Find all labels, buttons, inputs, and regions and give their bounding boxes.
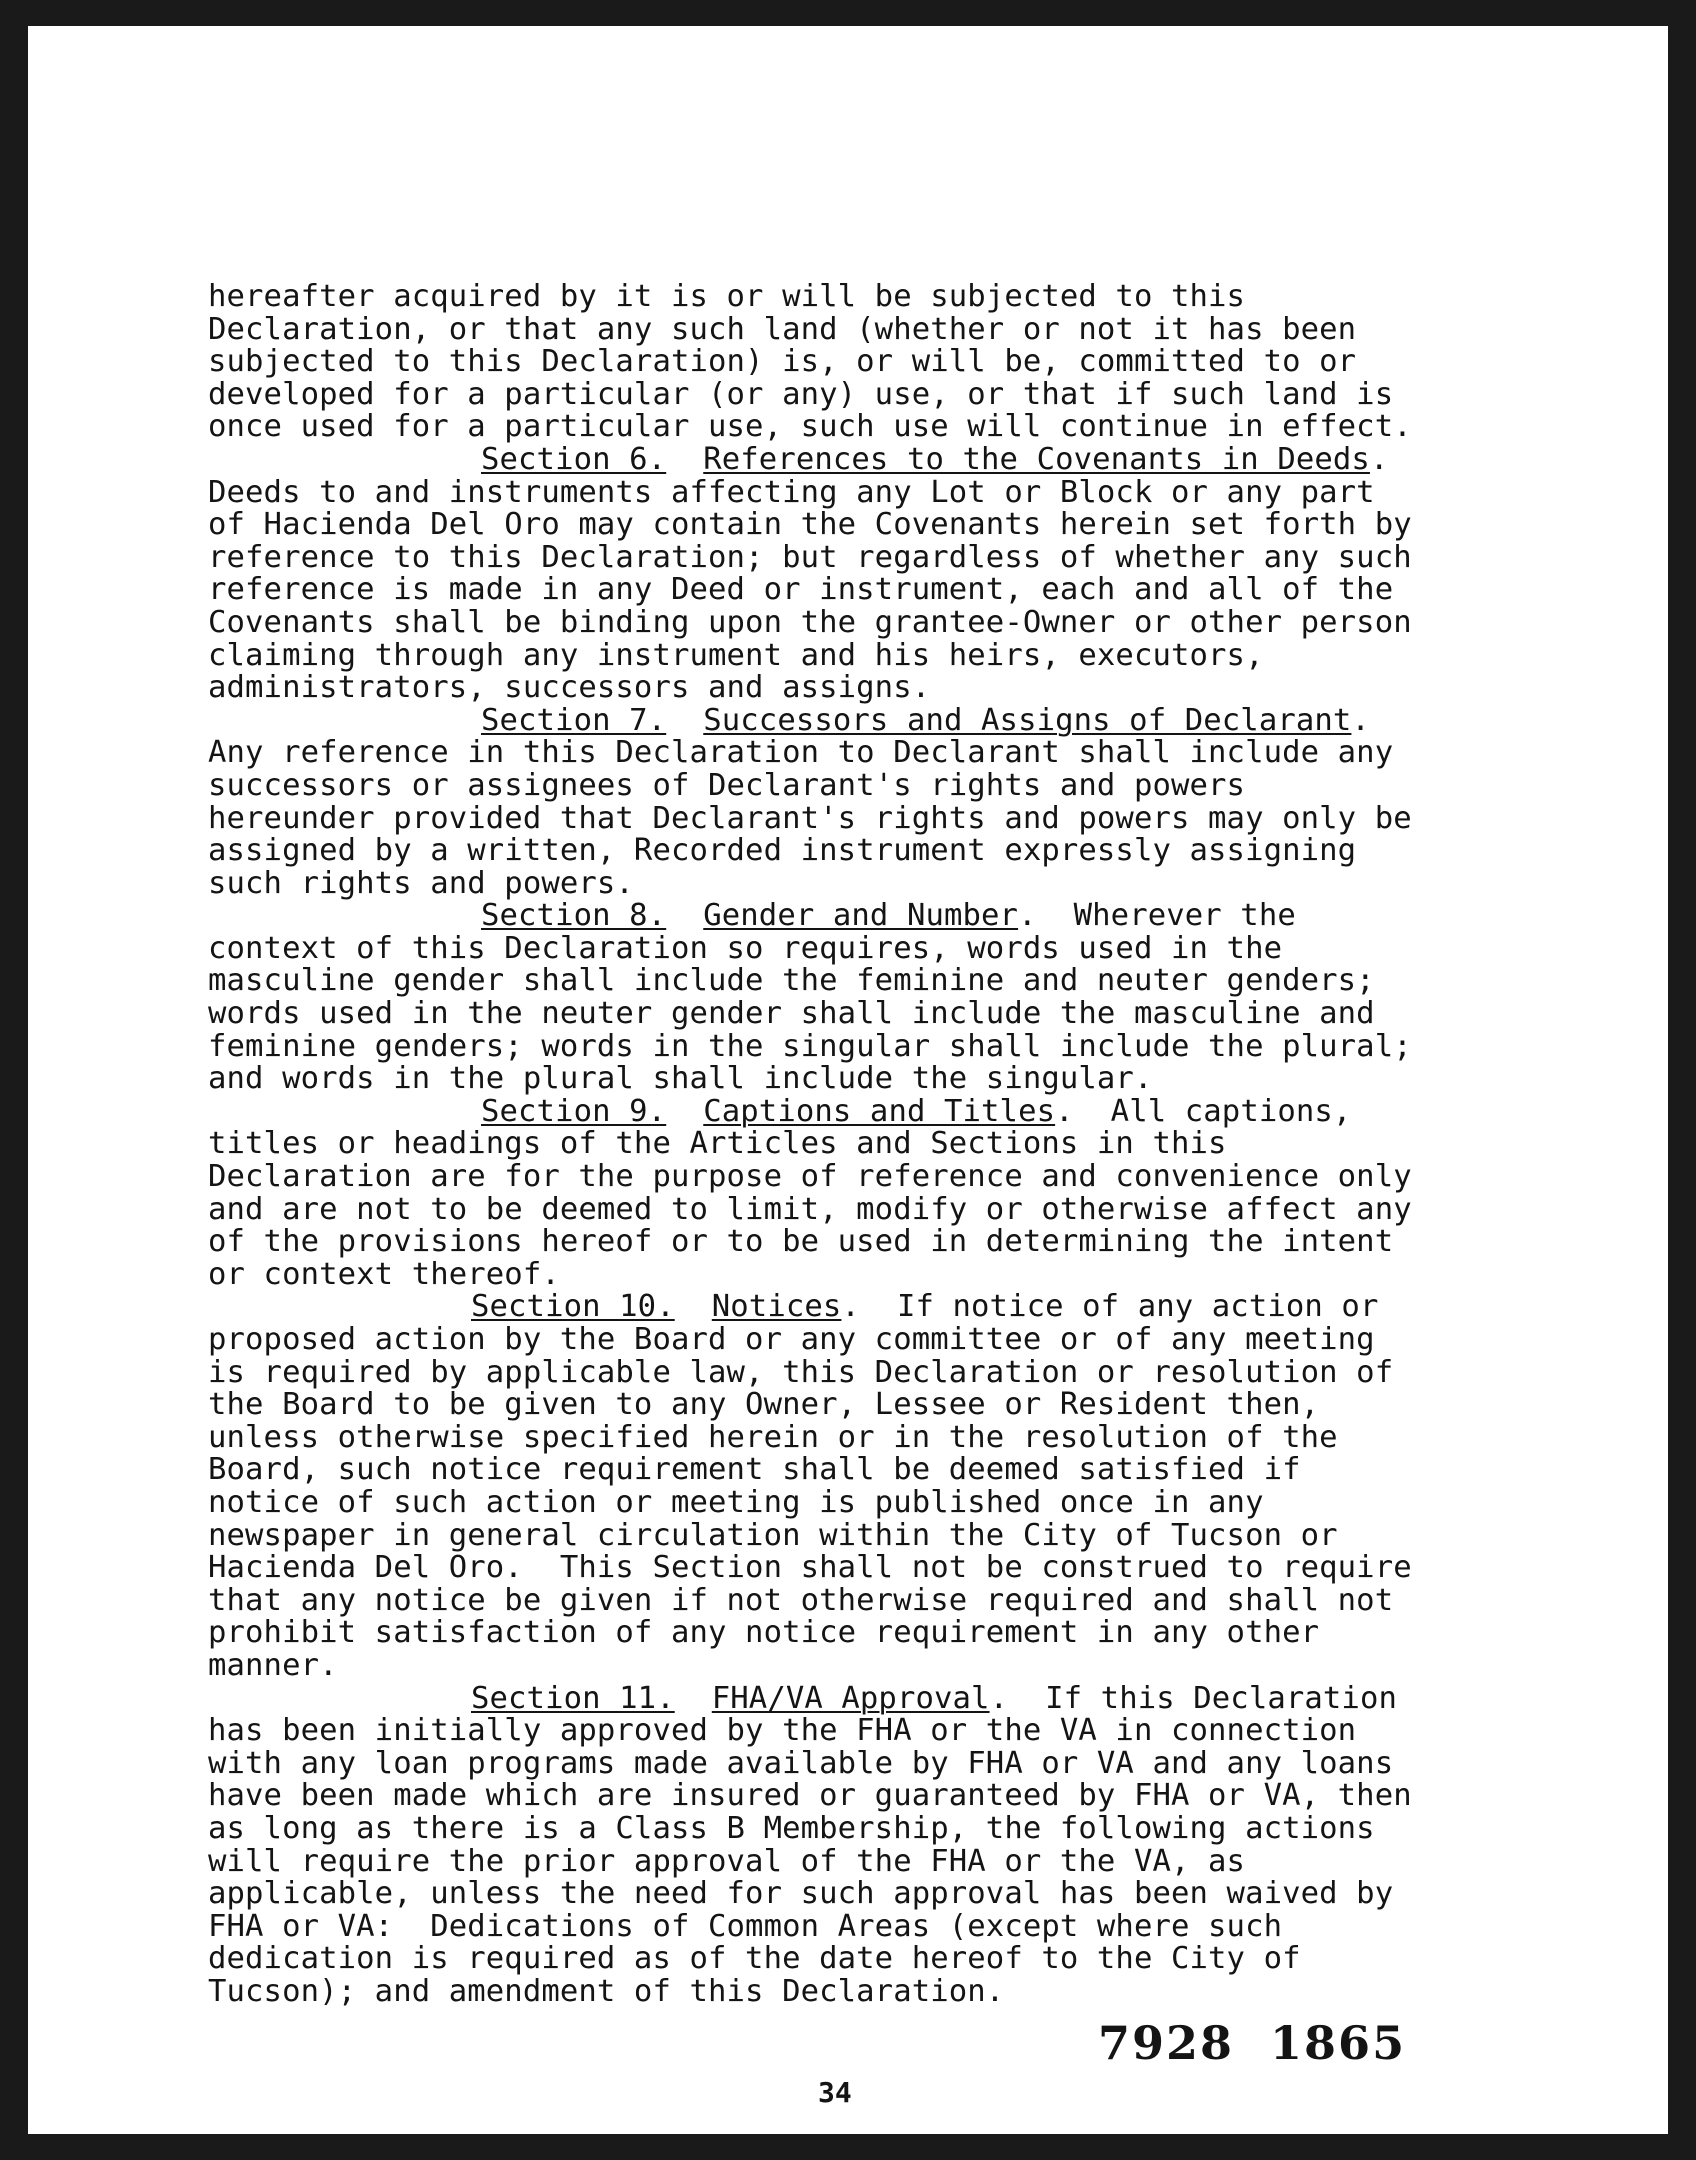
body-line: Board, such notice requirement shall be deemed satisfied if [208,1452,1301,1488]
section-title: Successors and Assigns of Declarant [703,702,1352,738]
body-line: will require the prior approval of the FHA or the VA, as [208,1843,1246,1879]
body-line: Covenants shall be binding upon the grantee-Owner or other person [208,604,1412,640]
body-line: masculine gender shall include the feminine and neuter genders; [208,963,1375,999]
section-11-heading [208,1680,1488,1716]
body-line: dedication is required as of the date hereof to the City of [208,1941,1301,1977]
heading-tail: . If notice of any action or [841,1289,1379,1325]
body-line: newspaper in general circulation within the City of Tucson or [208,1517,1338,1553]
body-line: hereafter acquired by it is or will be subjected to this [208,279,1246,314]
body-line: assigned by a written, Recorded instrument expressly assigning [208,833,1357,869]
body-line: and are not to be deemed to limit, modify or otherwise affect any [208,1191,1412,1227]
body-line: prohibit satisfaction of any notice requirement in any other [208,1615,1320,1651]
body-line: Any reference in this Declaration to Declarant shall include any [208,735,1394,771]
section-10-heading [208,1291,1488,1324]
body-line: as long as there is a Class B Membership, the following actions [208,1810,1375,1846]
section-label: Section 6. [481,441,667,477]
section-label: Section 11. [471,1680,675,1716]
body-line: applicable, unless the need for such approval has been waived by [208,1876,1394,1912]
body-line: of the provisions hereof or to be used in determining the intent [208,1224,1394,1260]
heading-tail: . If this Declaration [989,1680,1397,1716]
body-line: Declaration, or that any such land (whether or not it has been [208,311,1357,347]
body-line: is required by applicable law, this Declaration or resolution of [208,1354,1394,1390]
body-line: titles or headings of the Articles and Sections in this [208,1126,1227,1162]
section-title: References to the Covenants in Deeds [703,441,1370,477]
body-line: Hacienda Del Oro. This Section shall not be construed to require [208,1550,1412,1586]
section-label: Section 9. [481,1093,667,1129]
body-line: has been initially approved by the FHA or the VA in connection [208,1713,1357,1749]
section-title: Notices [711,1289,842,1325]
body-line: that any notice be given if not otherwise required and shall not [208,1582,1394,1618]
body-line: such rights and powers. [208,865,634,901]
body-line: once used for a particular use, such use will continue in effect. [208,409,1412,445]
section-6-heading [208,441,1488,477]
body-line: administrators, successors and assigns. [208,670,931,706]
document-body [208,281,1488,2008]
record-number: 7928 1865 [1098,2016,1407,2070]
section-8-heading [208,900,1488,933]
section-label: Section 8. [481,898,667,934]
body-line: Declaration are for the purpose of reference and convenience only [208,1159,1412,1195]
body-line: FHA or VA: Dedications of Common Areas (except where such [208,1908,1283,1944]
body-line: have been made which are insured or guaranteed by FHA or VA, then [208,1778,1412,1814]
body-line: or context thereof. [208,1256,560,1292]
heading-tail: . All captions, [1055,1093,1352,1129]
section-title: Gender and Number [703,898,1019,934]
body-line: with any loan programs made available by FHA or VA and any loans [208,1745,1394,1781]
body-line: subjected to this Declaration) is, or will be, committed to or [208,344,1357,380]
section-label: Section 10. [471,1289,675,1325]
body-line: notice of such action or meeting is published once in any [208,1484,1264,1520]
body-line: hereunder provided that Declarant's rights and powers may only be [208,800,1412,836]
body-line: successors or assignees of Declarant's rights and powers [208,767,1246,803]
section-7-heading [208,702,1488,738]
body-line: context of this Declaration so requires, words used in the [208,930,1283,966]
heading-tail: . Wherever the [1018,898,1296,934]
body-line: Tucson); and amendment of this Declaration. [208,1973,1005,2009]
section-9-heading [208,1093,1488,1129]
section-label: Section 7. [481,702,667,738]
body-line: words used in the neuter gender shall include the masculine and [208,996,1375,1032]
body-line: reference to this Declaration; but regardless of whether any such [208,539,1412,575]
page-number: 34 [818,2076,852,2109]
body-line: manner. [208,1647,338,1683]
body-line: and words in the plural shall include the singular. [208,1061,1153,1097]
body-line: proposed action by the Board or any committee or of any meeting [208,1322,1375,1357]
body-line: the Board to be given to any Owner, Lessee or Resident then, [208,1387,1320,1423]
section-title: Captions and Titles [703,1093,1056,1129]
body-line: reference is made in any Deed or instrument, each and all of the [208,572,1394,608]
section-title: FHA/VA Approval [711,1680,990,1716]
body-line: feminine genders; words in the singular shall include the plural; [208,1028,1412,1064]
heading-tail: . [1351,702,1370,738]
body-line: Deeds to and instruments affecting any Lot or Block or any part [208,474,1375,510]
body-line: claiming through any instrument and his heirs, executors, [208,637,1264,673]
body-line: of Hacienda Del Oro may contain the Covenants herein set forth by [208,507,1412,543]
body-line: developed for a particular (or any) use, or that if such land is [208,376,1394,412]
body-line: unless otherwise specified herein or in the resolution of the [208,1419,1338,1455]
heading-tail: . [1369,441,1389,477]
document-page [28,26,1668,2134]
